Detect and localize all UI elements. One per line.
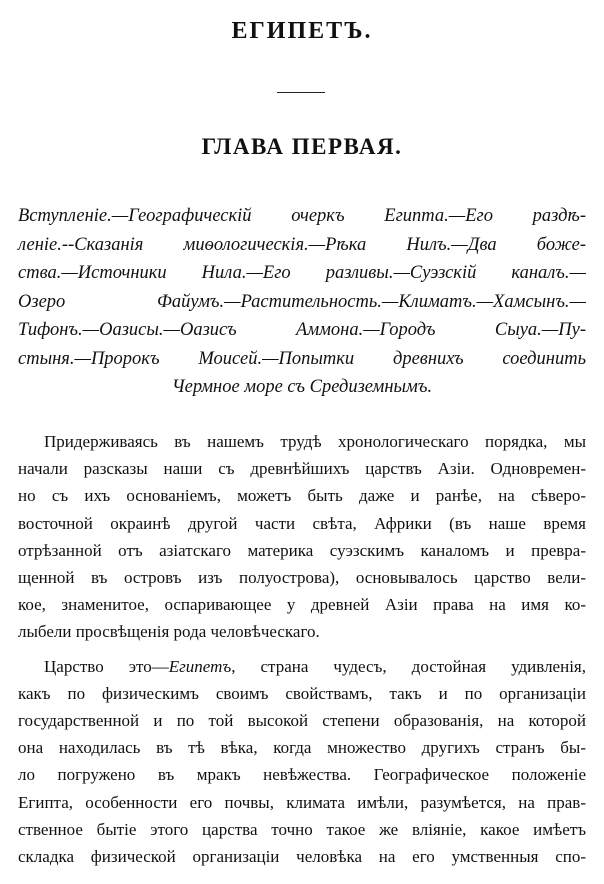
text-line: складка физической организаціи человѣка на его умственныя спо- [18,847,586,867]
text-fragment: , страна чудесъ, достойная удивленія, [231,656,586,676]
text-line: Придерживаясь въ нашемъ трудѣ хронологическаго порядка, мы [44,432,586,451]
summary-line: Чермное море съ Средиземнымъ. [171,377,433,397]
text-line: она находилась въ тѣ вѣка, когда множество другихъ странъ бы- [18,738,586,758]
paragraph-1 [18,428,586,646]
chapter-heading: ГЛАВА ПЕРВАЯ. [201,134,403,159]
text-line: щенной въ островъ изъ полуострова), основывалось царство вели- [18,568,586,588]
body-text [18,428,586,870]
text-line: ственное бытіе этого царства точно такое же вліяніе, какое имѣетъ [18,819,586,839]
text-line: начали разсказы наши съ древнѣйшихъ царствъ Азіи. Одновремен- [18,459,586,479]
summary-line: Озеро Файумъ.—Растительность.—Климатъ.—Хамсынъ.— [18,291,586,312]
summary-line: ства.—Источники Нила.—Его разливы.—Суэзскій каналъ.— [18,263,586,283]
page-title: ЕГИПЕТЪ. [231,18,373,44]
text-line: восточной окраинѣ другой части свѣта, Африки (въ наше время [18,513,586,533]
text-line: отрѣзанной отъ азіатскаго материка суэзскимъ каналомъ и превра- [18,540,586,560]
text-line: ло погружено въ мракъ невѣжества. Географическое положеніе [18,765,586,785]
summary-line: леніе.--Сказанія миѳологическія.—Рѣка Нилъ.—Два боже- [18,234,586,255]
text-line: государственной и по той высокой степени образованія, на которой [18,711,586,731]
summary-line: Вступленіе.—Географическій очеркъ Египта.—Его раздѣ- [18,206,586,226]
text-line: лыбели просвѣщенія рода человѣческаго. [18,622,320,642]
text-line: Египта, особенности его почвы, климата имѣли, разумѣется, на прав- [18,792,586,812]
text-line [18,653,586,680]
text-line: какъ по физическимъ своимъ свойствамъ, такъ и по организаціи [18,683,586,703]
emphasized-word: Египетъ [168,656,232,676]
title-divider [277,92,325,93]
text-fragment: Царство это— [44,656,169,676]
summary-line: Тифонъ.—Оазисы.—Оазисъ Аммона.—Городъ Сыуа.—Пу- [18,320,586,340]
summary-line: стыня.—Пророкъ Моисей.—Попытки древнихъ соединить [18,348,586,369]
text-line: но съ ихъ основаніемъ, можетъ быть даже и ранѣе, на сѣверо- [18,486,586,506]
text-line: кое, знаменитое, оспаривающее у древней Азіи права на имя ко- [18,595,586,615]
paragraph-2 [18,653,586,871]
chapter-summary [18,202,586,402]
